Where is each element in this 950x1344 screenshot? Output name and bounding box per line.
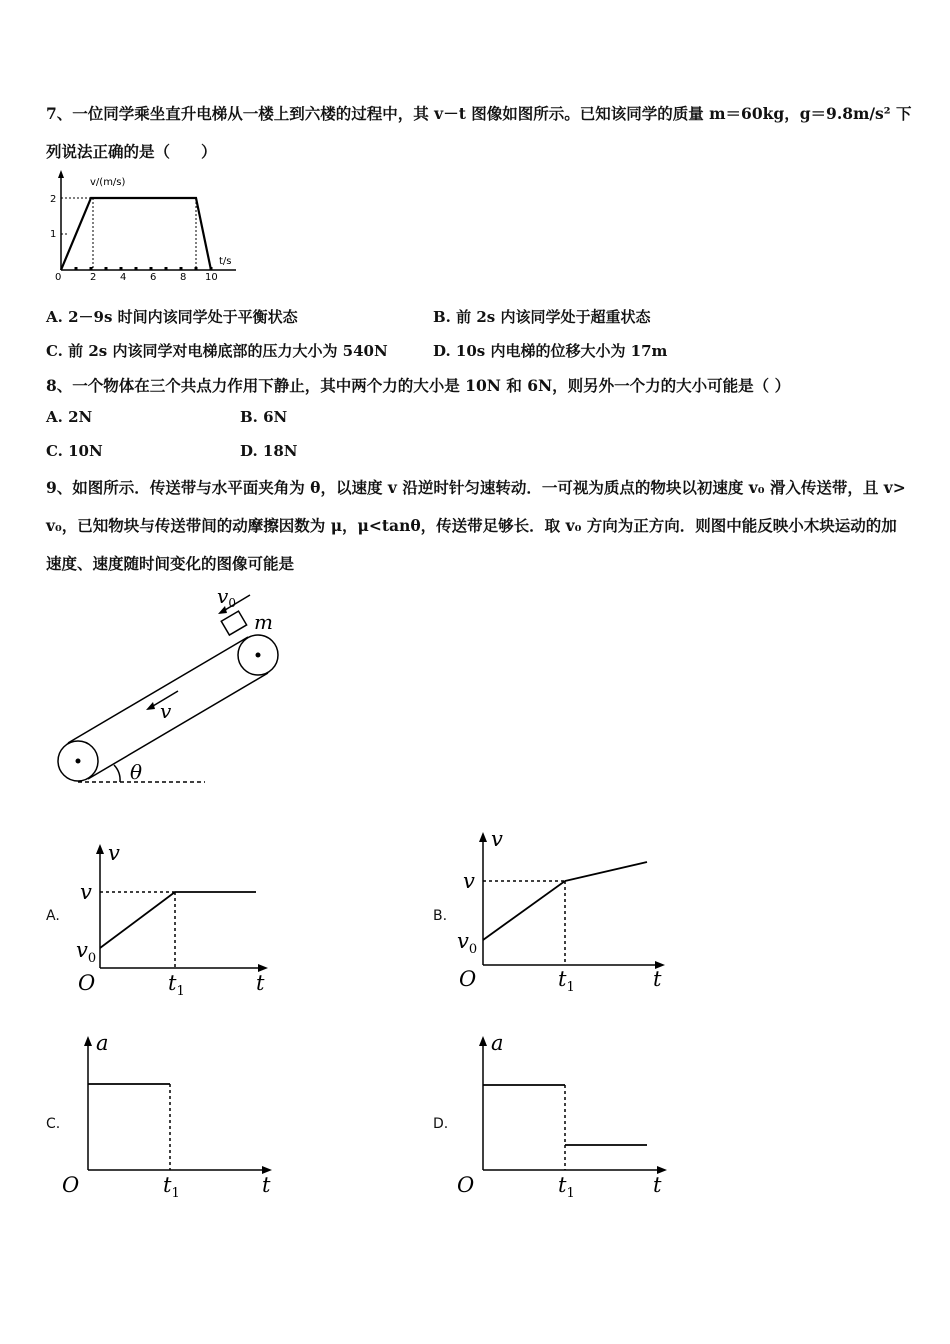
v0-label: $v_0$ bbox=[76, 938, 97, 966]
v-tick-label: v bbox=[463, 869, 475, 893]
x-tick-mark bbox=[90, 267, 93, 270]
t1-label: $t_1$ bbox=[168, 971, 185, 999]
q9-stem-line1: 9、如图所示．传送带与水平面夹角为 θ，以速度 v 沿逆时针匀速转动．一可视为质点的物块以初速度 v₀ 滑入传送带，且 v> bbox=[46, 478, 906, 497]
q7-vt-graph bbox=[46, 170, 246, 283]
y-axis-label: a bbox=[491, 1031, 504, 1055]
q9-option-a-label[interactable]: A. bbox=[46, 908, 60, 924]
v-line-rising bbox=[483, 881, 565, 940]
v-tick-label: v bbox=[80, 880, 92, 904]
q8-option-d[interactable]: D. 18N bbox=[240, 442, 298, 460]
xtick-8: 8 bbox=[180, 272, 187, 283]
x-tick-mark bbox=[120, 267, 123, 270]
q8-option-c[interactable]: C. 10N bbox=[46, 442, 103, 460]
xtick-2: 2 bbox=[90, 272, 97, 283]
q8-option-a[interactable]: A. 2N bbox=[46, 408, 93, 426]
y-axis-label: a bbox=[96, 1031, 109, 1055]
q9-option-b-label[interactable]: B. bbox=[433, 908, 448, 924]
q9-option-c-label[interactable]: C. bbox=[46, 1116, 61, 1132]
label-v: v bbox=[160, 699, 172, 723]
x-tick-mark bbox=[180, 267, 183, 270]
q8-stem: 8、一个物体在三个共点力作用下静止，其中两个力的大小是 10N 和 6N，则另外一个力的大小可能是（ ） bbox=[46, 376, 791, 395]
origin-label: O bbox=[457, 1173, 475, 1197]
v-line-slower bbox=[565, 862, 647, 881]
t1-label: $t_1$ bbox=[163, 1173, 180, 1201]
block-m bbox=[221, 611, 246, 635]
y-axis-label: v bbox=[108, 841, 120, 865]
x-axis-label: t bbox=[262, 1173, 271, 1197]
x-axis-label: t bbox=[653, 1173, 662, 1197]
q7-stem-line1: 7、一位同学乘坐直升电梯从一楼上到六楼的过程中，其 v－t 图像如图所示。已知该同学的质量 m＝60kg，g＝9.8m/s² 下 bbox=[46, 104, 912, 123]
x-tick-mark bbox=[195, 267, 198, 270]
belt-bottom bbox=[88, 673, 268, 779]
vt-series-line bbox=[61, 198, 211, 270]
xtick-0: 0 bbox=[55, 272, 62, 283]
xtick-4: 4 bbox=[120, 272, 127, 283]
t1-label: $t_1$ bbox=[558, 967, 575, 995]
x-tick-mark bbox=[105, 267, 108, 270]
q9-stem-line3: 速度、速度随时间变化的图像可能是 bbox=[46, 554, 295, 573]
xtick-6: 6 bbox=[150, 272, 157, 283]
origin-label: O bbox=[62, 1173, 80, 1197]
angle-arc bbox=[114, 765, 120, 782]
q9-option-d-label[interactable]: D. bbox=[433, 1116, 449, 1132]
x-tick-mark bbox=[150, 267, 153, 270]
q8-option-b[interactable]: B. 6N bbox=[240, 408, 288, 426]
origin-label: O bbox=[78, 971, 96, 995]
v-line-rising bbox=[100, 892, 175, 948]
label-theta: θ bbox=[130, 760, 143, 784]
origin-label: O bbox=[459, 967, 477, 991]
q9-graph-d bbox=[455, 1030, 685, 1200]
belt-top bbox=[68, 637, 248, 743]
q9-graph-c bbox=[60, 1030, 290, 1200]
q9-graph-b bbox=[455, 826, 675, 996]
q7-stem-line2: 列说法正确的是（ ） bbox=[46, 142, 217, 161]
q7-xlabel: t/s bbox=[219, 256, 232, 267]
q7-option-d[interactable]: D. 10s 内电梯的位移大小为 17m bbox=[433, 342, 668, 360]
x-tick-mark bbox=[75, 267, 78, 270]
q9-stem-line2: v₀，已知物块与传送带间的动摩擦因数为 μ，μ<tanθ，传送带足够长．取 v₀ 方向为正方向．则图中能反映小木块运动的加 bbox=[46, 516, 897, 535]
label-m: m bbox=[254, 610, 273, 634]
y-axis-label: v bbox=[491, 827, 503, 851]
x-tick-mark bbox=[135, 267, 138, 270]
x-axis-label: t bbox=[256, 971, 265, 995]
q9-graph-a bbox=[70, 840, 290, 1000]
xtick-10: 10 bbox=[205, 272, 218, 283]
q7-option-a[interactable]: A. 2－9s 时间内该同学处于平衡状态 bbox=[46, 308, 298, 326]
conveyor-belt-figure bbox=[50, 585, 310, 795]
x-axis-label: t bbox=[653, 967, 662, 991]
q7-option-b[interactable]: B. 前 2s 内该同学处于超重状态 bbox=[433, 308, 651, 326]
ytick-2: 2 bbox=[50, 194, 57, 205]
q7-ylabel: v/(m/s) bbox=[90, 177, 126, 188]
x-tick-mark bbox=[165, 267, 168, 270]
q7-option-c[interactable]: C. 前 2s 内该同学对电梯底部的压力大小为 540N bbox=[46, 342, 388, 360]
label-v0: $v_0$ bbox=[217, 584, 236, 610]
t1-label: $t_1$ bbox=[558, 1173, 575, 1201]
ytick-1: 1 bbox=[50, 229, 57, 240]
v0-label: $v_0$ bbox=[457, 929, 478, 957]
